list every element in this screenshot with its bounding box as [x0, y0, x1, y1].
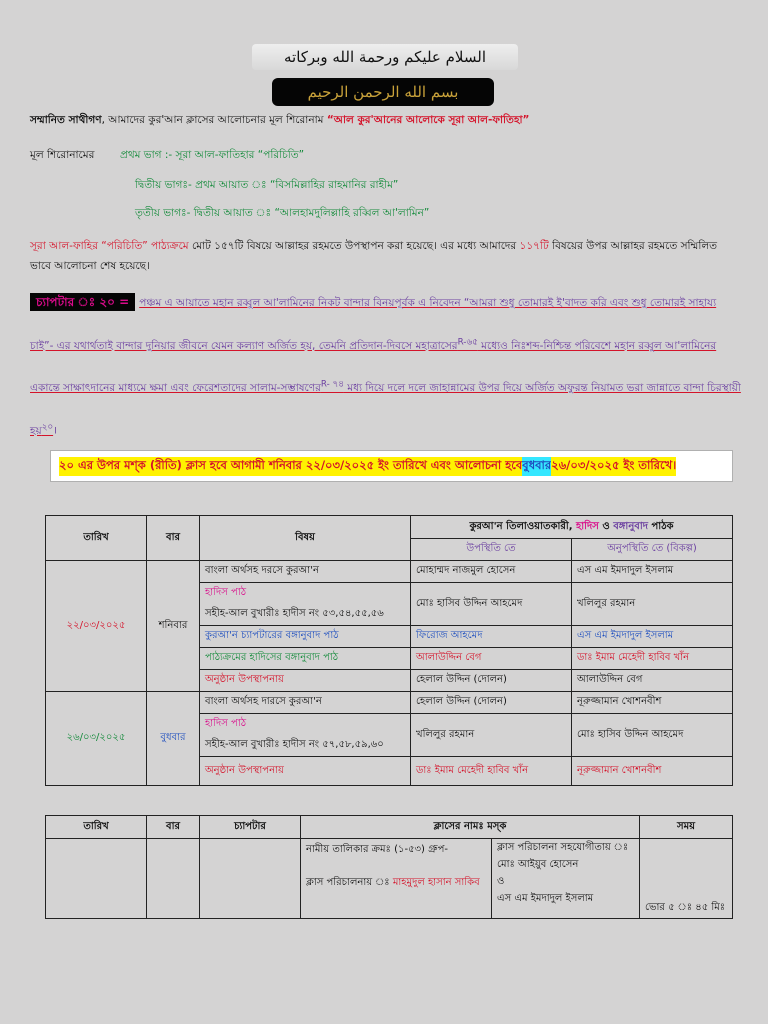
- readers-e: পাঠক: [648, 520, 674, 532]
- notice-saturday: শনিবার ২২/০৩/২০২৫ ইং: [268, 457, 390, 472]
- row-present: হেলাল উদ্দিন (দোলন): [411, 670, 572, 692]
- topic-item-1: প্রথম ভাগ :- সূরা আল-ফাতিহার “পরিচিতি”: [120, 149, 305, 161]
- chapter-end: ।: [53, 424, 58, 437]
- chapter-text-1: পঞ্চম এ আয়াতে মহান রব্বুল আ'লামিনের নিকট বান্দার বিনয়পূর্বক এ নিবেদন “আমরা শুধু তোমারই ই'বাদত করি এবং শুধু তোমারই সাহায্য চাই”- এর যথার্থতাই বান্দার দুনিয়ার জীবনে যেমন কল্যাণ অর্জিত হয়, তেমনি প্রতিদান-দিবসে মহাত্রাসের: [30, 297, 717, 352]
- chapter-ref-1: R-৬৫: [457, 337, 478, 347]
- class-table: [45, 815, 733, 919]
- row-subject: হাদিস পাঠ: [200, 714, 411, 736]
- table-row: [46, 692, 733, 714]
- col-readers: [411, 516, 733, 539]
- summary-text-1: মোট ১৫৭টি বিষয়ে আল্লাহর রহমতে উপস্থাপন করা হয়েছে। এর মধ্যে আমাদের: [188, 240, 520, 252]
- summary-lead: সূরা আল-ফাহির “পরিচিতি” পাঠ্যক্রমে: [30, 240, 189, 252]
- t2-date-cell: [46, 839, 147, 919]
- col-subject: বিষয়: [200, 516, 411, 561]
- block1-date: ২২/০৩/২০২৫: [46, 561, 147, 692]
- t2-chapter-cell: [200, 839, 301, 919]
- row-present: মোঃ হাসিব উদ্দিন আহমেদ: [411, 583, 572, 626]
- row-present: মোহাম্মদ নাজমুল হোসেন: [411, 561, 572, 583]
- intro-lead: সম্মানিত সাথীগণ: [30, 114, 102, 126]
- block2-date: ২৬/০৩/২০২৫: [46, 692, 147, 786]
- intro-text: , আমাদের কুর'আন ক্লাসের আলোচনার মূল শিরোনাম: [101, 114, 327, 126]
- topics-label: মূল শিরোনামের: [30, 149, 95, 161]
- summary-count: ১১৭টি: [519, 240, 549, 252]
- t2-col-day: বার: [147, 816, 200, 839]
- table-row: [46, 839, 733, 919]
- table-row: [46, 561, 733, 583]
- chapter-ref-3: ২০: [41, 422, 54, 432]
- notice-part-6: তারিখে।: [634, 457, 677, 472]
- row-subject-detail: সহীহ-আল বুখারীঃ হাদীস নং ৫৩,৫৪,৫৫,৫৬: [200, 604, 411, 626]
- notice-part-3: তারিখে এবং আলোচনা হবে: [389, 457, 523, 472]
- topic-item-2: দ্বিতীয় ভাগঃ- প্রথম আয়াত ঃ “বিসমিল্লাহির রাহমানির রাহীম”: [135, 179, 399, 191]
- col-day: বার: [147, 516, 200, 561]
- t2-assist-1: মোঃ আইয়ুব হোসেন: [497, 859, 579, 870]
- row-absent: নূরুজ্জামান খোশনবীশ: [572, 692, 733, 714]
- row-absent: ডাঃ ইমাম মেহেদী হাবিব খাঁন: [572, 648, 733, 670]
- row-present: ডাঃ ইমাম মেহেদী হাবিব খাঁন: [411, 757, 572, 786]
- row-present: হেলাল উদ্দিন (দোলন): [411, 692, 572, 714]
- chapter-ref-2: R- ৭৪: [320, 379, 344, 390]
- row-subject: পাঠ্যক্রমের হাদিসের বঙ্গানুবাদ পাঠ: [200, 648, 411, 670]
- row-subject-detail: সহীহ-আল বুখারীঃ হাদীস নং ৫৭,৫৮,৫৯,৬০: [200, 735, 411, 757]
- row-subject: অনুষ্ঠান উপস্থাপনায়: [200, 757, 411, 786]
- readers-d: বঙ্গানুবাদ: [613, 520, 649, 532]
- topic-item-3: তৃতীয় ভাগঃ- দ্বিতীয় আয়াত ঃ “আলহামদুলিল্লাহি রব্বিল আ'লামিন”: [135, 207, 430, 219]
- row-subject: হাদিস পাঠ: [200, 583, 411, 605]
- t2-list: নামীয় তালিকার ক্রমঃ (১-৫৩) গ্রুপ-: [306, 844, 448, 855]
- col-absent: অনুপস্থিতি তে (বিকল্প): [572, 539, 733, 561]
- row-subject: বাংলা অর্থসহ দারসে কুরআ'ন: [200, 692, 411, 714]
- intro-title: “আল কুর'আনের আলোকে সূরা আল-ফাতিহা”: [326, 114, 530, 126]
- schedule-table: [45, 515, 733, 786]
- intro-line: [30, 113, 750, 130]
- t2-col-chapter: চ্যাপটার: [200, 816, 301, 839]
- row-absent: নূরুজ্জামান খোশনবীশ: [572, 757, 733, 786]
- t2-assist-cell: [492, 839, 640, 919]
- row-absent: এস এম ইমদাদুল ইসলাম: [572, 626, 733, 648]
- summary-text-2: বিষয়ের উপর আল্লাহর রহমতে সম্মিলিত ভাবে আলোচনা শেষ হয়েছে।: [30, 240, 718, 272]
- row-absent: আলাউদ্দিন বেগ: [572, 670, 733, 692]
- bismillah-banner: بسم الله الرحمن الرحيم: [272, 78, 494, 106]
- chapter-tag: চ্যাপটার ঃ ২০ =: [30, 293, 135, 311]
- block2-day: বুধবার: [147, 692, 200, 786]
- t2-conductor-label: ক্লাস পরিচালনায় ঃ: [306, 877, 393, 888]
- row-absent: খলিলুর রহমান: [572, 583, 733, 626]
- summary-paragraph: [30, 236, 740, 276]
- block1-day: শনিবার: [147, 561, 200, 692]
- notice-wednesday: বুধবার: [522, 457, 551, 476]
- t2-day-cell: [147, 839, 200, 919]
- notice-date-2: ২৬/০৩/২০২৫ ইং: [551, 457, 635, 472]
- row-absent: মোঃ হাসিব উদ্দিন আহমেদ: [572, 714, 733, 757]
- t2-col-class: ক্লাসের নামঃ মস্‌ক: [301, 816, 640, 839]
- salam-banner: السلام عليكم ورحمة الله وبركاته: [252, 44, 518, 70]
- t2-conductor: মাহমুদুল হাসান সাকিব: [392, 877, 480, 888]
- row-subject: অনুষ্ঠান উপস্থাপনায়: [200, 670, 411, 692]
- t2-time-cell: ভোর ৫ ঃ ৪৫ মিঃ: [640, 839, 733, 919]
- t2-and: ও: [497, 876, 505, 887]
- notice-part-1: ২০ এর উপর মশ্‌ক (রীতি) ক্লাস হবে আগামী: [59, 457, 269, 472]
- row-absent: এস এম ইমদাদুল ইসলাম: [572, 561, 733, 583]
- row-subject: বাংলা অর্থসহ দরসে কুরআ'ন: [200, 561, 411, 583]
- t2-assist-2: এস এম ইমদাদুল ইসলাম: [497, 893, 594, 904]
- readers-a: কুরআ'ন তিলাওয়াতকারী,: [469, 520, 577, 532]
- readers-c: ও: [598, 520, 614, 532]
- row-present: খলিলুর রহমান: [411, 714, 572, 757]
- chapter-text-2: মধ্যেও নিঃশব্দ-নিশ্চিন্ত পরিবেশে মহান রব্বুল আ'লামিনের একান্তে সাক্ষাৎদানের মাধ্যমে ক্ষমা এবং ফেরেশতাদের সালাম-সম্ভাষণের: [30, 339, 717, 394]
- chapter-text-3: মধ্য দিয়ে দলে দলে জাহান্নামের উপর দিয়ে অর্জিত অফুরন্ত নিয়ামত ভরা জান্নাতে বান্দা চিরস্থায়ী হয়: [30, 382, 741, 437]
- notice-box: [50, 450, 733, 482]
- t2-col-date: তারিখ: [46, 816, 147, 839]
- chapter-paragraph: [30, 283, 742, 451]
- row-present: ফিরোজ আহমেদ: [411, 626, 572, 648]
- t2-assist-label: ক্লাস পরিচালনা সহযোগীতায় ঃ: [497, 842, 629, 853]
- row-subject: কুরআ'ন চ্যাপটারের বঙ্গানুবাদ পাঠ: [200, 626, 411, 648]
- row-present: আলাউদ্দিন বেগ: [411, 648, 572, 670]
- col-date: তারিখ: [46, 516, 147, 561]
- col-present: উপস্থিতি তে: [411, 539, 572, 561]
- t2-group-cell: [301, 839, 492, 919]
- t2-col-time: সময়: [640, 816, 733, 839]
- readers-b: হাদিস: [576, 520, 599, 532]
